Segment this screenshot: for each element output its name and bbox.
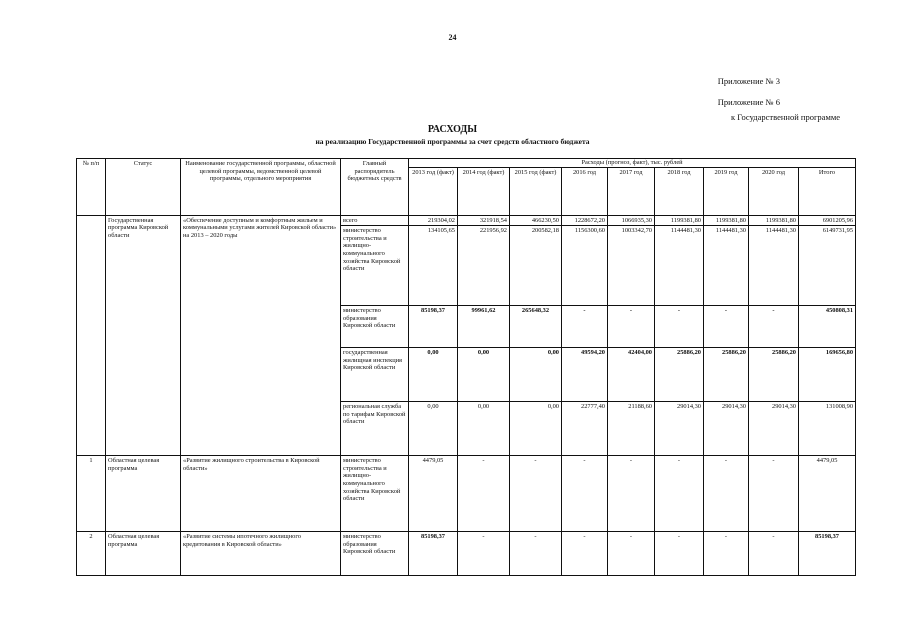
manager-cell: министерство образования Кировской области xyxy=(341,532,409,576)
section-status: Государственная программа Кировской области xyxy=(106,215,181,456)
value-cell: 1199381,80 xyxy=(749,215,799,226)
header-name: Наименование государственной программы, областной целевой программы, ведомственной целевой программы, отдельного мероприятия xyxy=(181,159,341,216)
header-year: 2014 год (факт) xyxy=(458,167,510,215)
value-cell: 29014,30 xyxy=(704,402,749,456)
value-cell: 4479,05 xyxy=(799,456,856,532)
section-name: «Развитие системы ипотечного жилищного кредитования в Кировской области» xyxy=(181,532,341,576)
value-cell: 85198,37 xyxy=(799,532,856,576)
manager-cell: государственная жилищная инспекция Кировской области xyxy=(341,348,409,402)
section-status: Областная целевая программа xyxy=(106,456,181,532)
value-cell: 0,00 xyxy=(458,402,510,456)
header-year: 2019 год xyxy=(704,167,749,215)
value-cell: 1144481,30 xyxy=(704,226,749,306)
manager-cell: всего xyxy=(341,215,409,226)
value-cell: 134105,65 xyxy=(409,226,458,306)
value-cell: 466230,50 xyxy=(510,215,562,226)
value-cell: 25886,20 xyxy=(655,348,704,402)
section-num: 2 xyxy=(77,532,106,576)
section-name: «Развитие жилищного строительства в Кировской области» xyxy=(181,456,341,532)
value-cell: 0,00 xyxy=(409,348,458,402)
value-cell: 131008,90 xyxy=(799,402,856,456)
value-cell: 221956,92 xyxy=(458,226,510,306)
value-cell: 42404,00 xyxy=(608,348,655,402)
section-status: Областная целевая программа xyxy=(106,532,181,576)
value-cell: - xyxy=(704,532,749,576)
value-cell: 169656,80 xyxy=(799,348,856,402)
header-total: Итого xyxy=(799,167,856,215)
value-cell: - xyxy=(458,456,510,532)
header-year: 2015 год (факт) xyxy=(510,167,562,215)
value-cell: 0,00 xyxy=(510,402,562,456)
value-cell: 25886,20 xyxy=(704,348,749,402)
value-cell: - xyxy=(749,456,799,532)
value-cell: - xyxy=(562,306,608,348)
value-cell: 200582,18 xyxy=(510,226,562,306)
value-cell: 1228672,20 xyxy=(562,215,608,226)
value-cell: 25886,20 xyxy=(749,348,799,402)
value-cell: 29014,30 xyxy=(749,402,799,456)
value-cell: - xyxy=(749,532,799,576)
header-status: Статус xyxy=(106,159,181,216)
value-cell: 1066935,30 xyxy=(608,215,655,226)
value-cell: 85198,37 xyxy=(409,306,458,348)
value-cell: 0,00 xyxy=(510,348,562,402)
value-cell: - xyxy=(704,456,749,532)
section-num xyxy=(77,215,106,456)
value-cell: 1003342,70 xyxy=(608,226,655,306)
header-expenses-group: Расходы (прогноз, факт), тыс. рублей xyxy=(409,159,856,168)
appendix-line-2: Приложение № 6 xyxy=(717,97,780,107)
value-cell: - xyxy=(458,532,510,576)
value-cell: 1156300,60 xyxy=(562,226,608,306)
value-cell: 49594,20 xyxy=(562,348,608,402)
document-subtitle: на реализацию Государственной программы за счет средств областного бюджета xyxy=(315,137,590,146)
value-cell: - xyxy=(562,456,608,532)
value-cell: 6901205,96 xyxy=(799,215,856,226)
expenses-table xyxy=(76,158,856,576)
value-cell: 4479,05 xyxy=(409,456,458,532)
header-year: 2018 год xyxy=(655,167,704,215)
value-cell: 0,00 xyxy=(458,348,510,402)
manager-cell: министерство образования Кировской области xyxy=(341,306,409,348)
value-cell: - xyxy=(655,532,704,576)
value-cell: - xyxy=(510,456,562,532)
value-cell: 22777,40 xyxy=(562,402,608,456)
value-cell: 1144481,30 xyxy=(749,226,799,306)
header-year: 2017 год xyxy=(608,167,655,215)
value-cell: - xyxy=(562,532,608,576)
header-manager: Главный распорядитель бюджетных средств xyxy=(341,159,409,216)
value-cell: 99961,62 xyxy=(458,306,510,348)
page-number: 24 xyxy=(448,33,457,42)
appendix-line-3: к Государственной программе xyxy=(731,112,840,122)
value-cell: 321918,54 xyxy=(458,215,510,226)
value-cell: - xyxy=(655,456,704,532)
value-cell: 450808,31 xyxy=(799,306,856,348)
value-cell: - xyxy=(608,456,655,532)
manager-cell: региональная служба по тарифам Кировской области xyxy=(341,402,409,456)
value-cell: 265648,32 xyxy=(510,306,562,348)
header-year: 2016 год xyxy=(562,167,608,215)
header-year: 2020 год xyxy=(749,167,799,215)
value-cell: - xyxy=(655,306,704,348)
value-cell: - xyxy=(510,532,562,576)
value-cell: 6149731,95 xyxy=(799,226,856,306)
header-num: № п/п xyxy=(77,159,106,216)
value-cell: 29014,30 xyxy=(655,402,704,456)
value-cell: 219304,02 xyxy=(409,215,458,226)
manager-cell: министерство строительства и жилищно-коммунального хозяйства Кировской области xyxy=(341,226,409,306)
value-cell: - xyxy=(749,306,799,348)
header-year: 2013 год (факт) xyxy=(409,167,458,215)
appendix-line-1: Приложение № 3 xyxy=(717,76,780,86)
section-name: «Обеспечение доступным и комфортным жильем и коммунальными услугами жителей Кировской области» на 2013 – 2020 годы xyxy=(181,215,341,456)
section-num: 1 xyxy=(77,456,106,532)
value-cell: 21188,60 xyxy=(608,402,655,456)
value-cell: 0,00 xyxy=(409,402,458,456)
value-cell: 1144481,30 xyxy=(655,226,704,306)
value-cell: - xyxy=(608,532,655,576)
manager-cell: министерство строительства и жилищно-коммунального хозяйства Кировской области xyxy=(341,456,409,532)
value-cell: - xyxy=(608,306,655,348)
value-cell: - xyxy=(704,306,749,348)
value-cell: 1199381,80 xyxy=(655,215,704,226)
value-cell: 85198,37 xyxy=(409,532,458,576)
value-cell: 1199381,80 xyxy=(704,215,749,226)
document-title: РАСХОДЫ xyxy=(427,124,478,135)
